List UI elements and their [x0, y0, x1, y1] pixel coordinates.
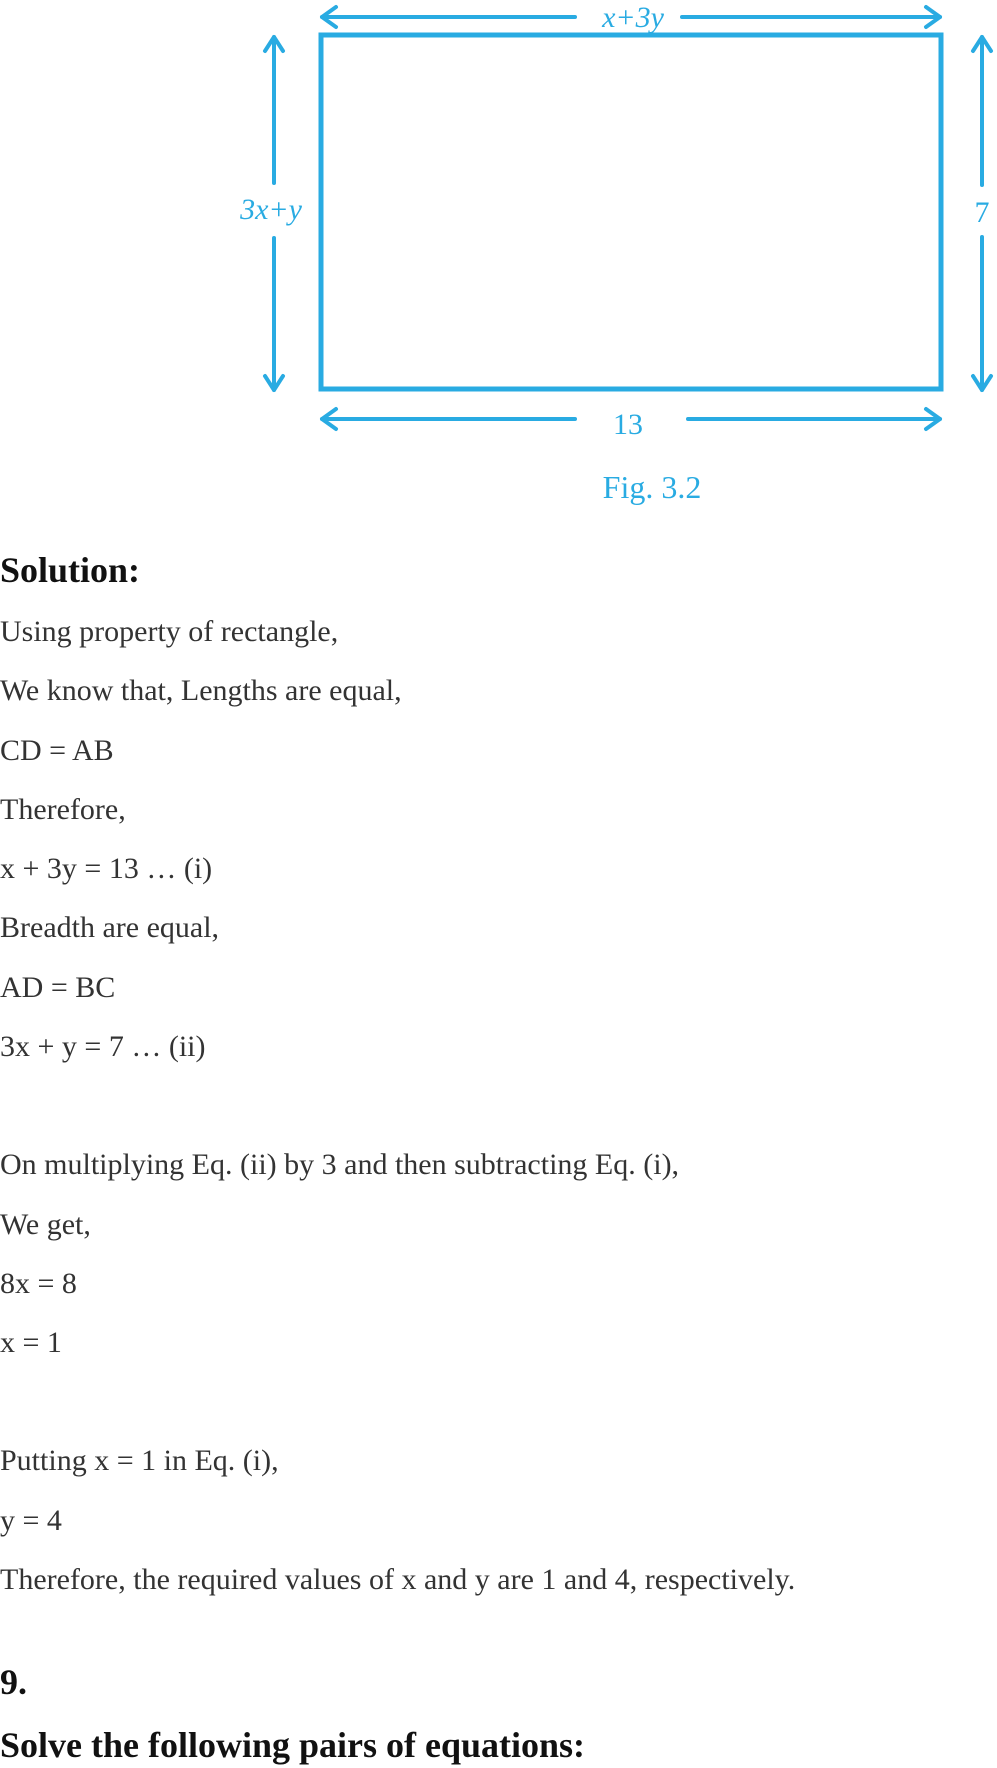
figure-caption: Fig. 3.2: [602, 469, 702, 505]
solution-line: AD = BC: [0, 971, 116, 1004]
equation-ii: 3x + y = 7 … (ii): [0, 1030, 206, 1063]
solution-line: 8x = 8: [0, 1267, 77, 1300]
top-dimension-label: x+3y: [602, 1, 664, 34]
right-dimension-label: 7: [974, 196, 990, 229]
solution-line: On multiplying Eq. (ii) by 3 and then subtracting Eq. (i),: [0, 1148, 680, 1181]
equation-i: x + 3y = 13 … (i): [0, 852, 213, 885]
solution-line: y = 4: [0, 1504, 62, 1537]
solution-line: x = 1: [0, 1326, 62, 1359]
solution-line: We get,: [0, 1208, 91, 1241]
solution-conclusion: Therefore, the required values of x and y are 1 and 4, respectively.: [0, 1563, 796, 1596]
left-dimension-label: 3x+y: [240, 193, 302, 226]
solution-heading: Solution:: [0, 550, 141, 590]
solution-line: Using property of rectangle,: [0, 615, 339, 648]
question-number: 9.: [0, 1662, 27, 1702]
rectangle-figure: [0, 0, 997, 520]
solution-line: We know that, Lengths are equal,: [0, 674, 402, 707]
solution-line: Putting x = 1 in Eq. (i),: [0, 1444, 279, 1477]
rectangle-shape: [321, 35, 941, 389]
question-title: Solve the following pairs of equations:: [0, 1725, 586, 1765]
solution-line: Therefore,: [0, 793, 126, 826]
solution-line: Breadth are equal,: [0, 911, 220, 944]
bottom-dimension-label: 13: [613, 408, 643, 441]
solution-line: CD = AB: [0, 734, 114, 767]
